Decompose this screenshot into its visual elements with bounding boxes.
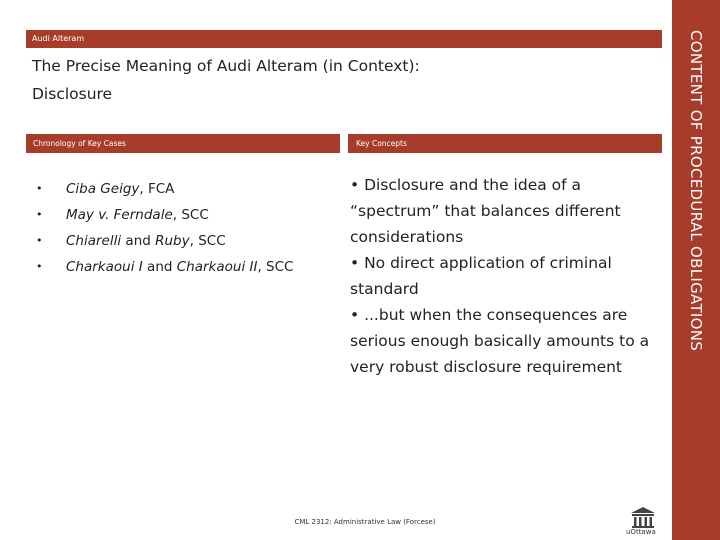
concept-item: • No direct application of criminal standard [350,254,612,298]
case-name: Charkaoui I [66,259,143,275]
slide-title [32,52,532,108]
case-court: , SCC [172,207,209,223]
case-item [36,254,336,280]
case-name: Ciba Geigy [66,181,140,197]
case-joiner: and [142,259,177,275]
case-name: Charkaoui II [176,259,258,275]
logo-wordmark: uOttawa [626,528,656,536]
bullet-icon: • [36,234,43,247]
concept-item: • Disclosure and the idea of a “spectrum” that balances different considerations [350,176,621,246]
bullet-icon: • [36,182,43,195]
case-name: May v. Ferndale [66,207,173,223]
section-bar: Audi Alteram [26,30,662,48]
cases-list [36,176,336,280]
case-name: Ruby [155,233,190,249]
footer-course-label: CML 2312: Administrative Law (Forcese) [294,518,436,526]
concept-item: • ...but when the consequences are serious enough basically amounts to a very robust disclosure requirement [350,306,650,376]
key-concepts [350,172,668,380]
case-court: , SCC [257,259,294,275]
right-column-header: Key Concepts [348,134,662,153]
title-line-1: The Precise Meaning of Audi Alteram (in Context): [32,57,420,75]
case-joiner: and [121,233,156,249]
left-column-header: Chronology of Key Cases [26,134,340,153]
case-item [36,202,336,228]
vertical-section-title: CONTENT OF PROCEDURAL OBLIGATIONS [687,30,705,352]
case-name: Chiarelli [66,233,122,249]
bullet-icon: • [36,208,43,221]
title-line-2: Disclosure [32,85,113,103]
case-court: , FCA [139,181,175,197]
case-item [36,228,336,254]
case-item [36,176,336,202]
case-court: , SCC [189,233,226,249]
bullet-icon: • [36,260,43,273]
